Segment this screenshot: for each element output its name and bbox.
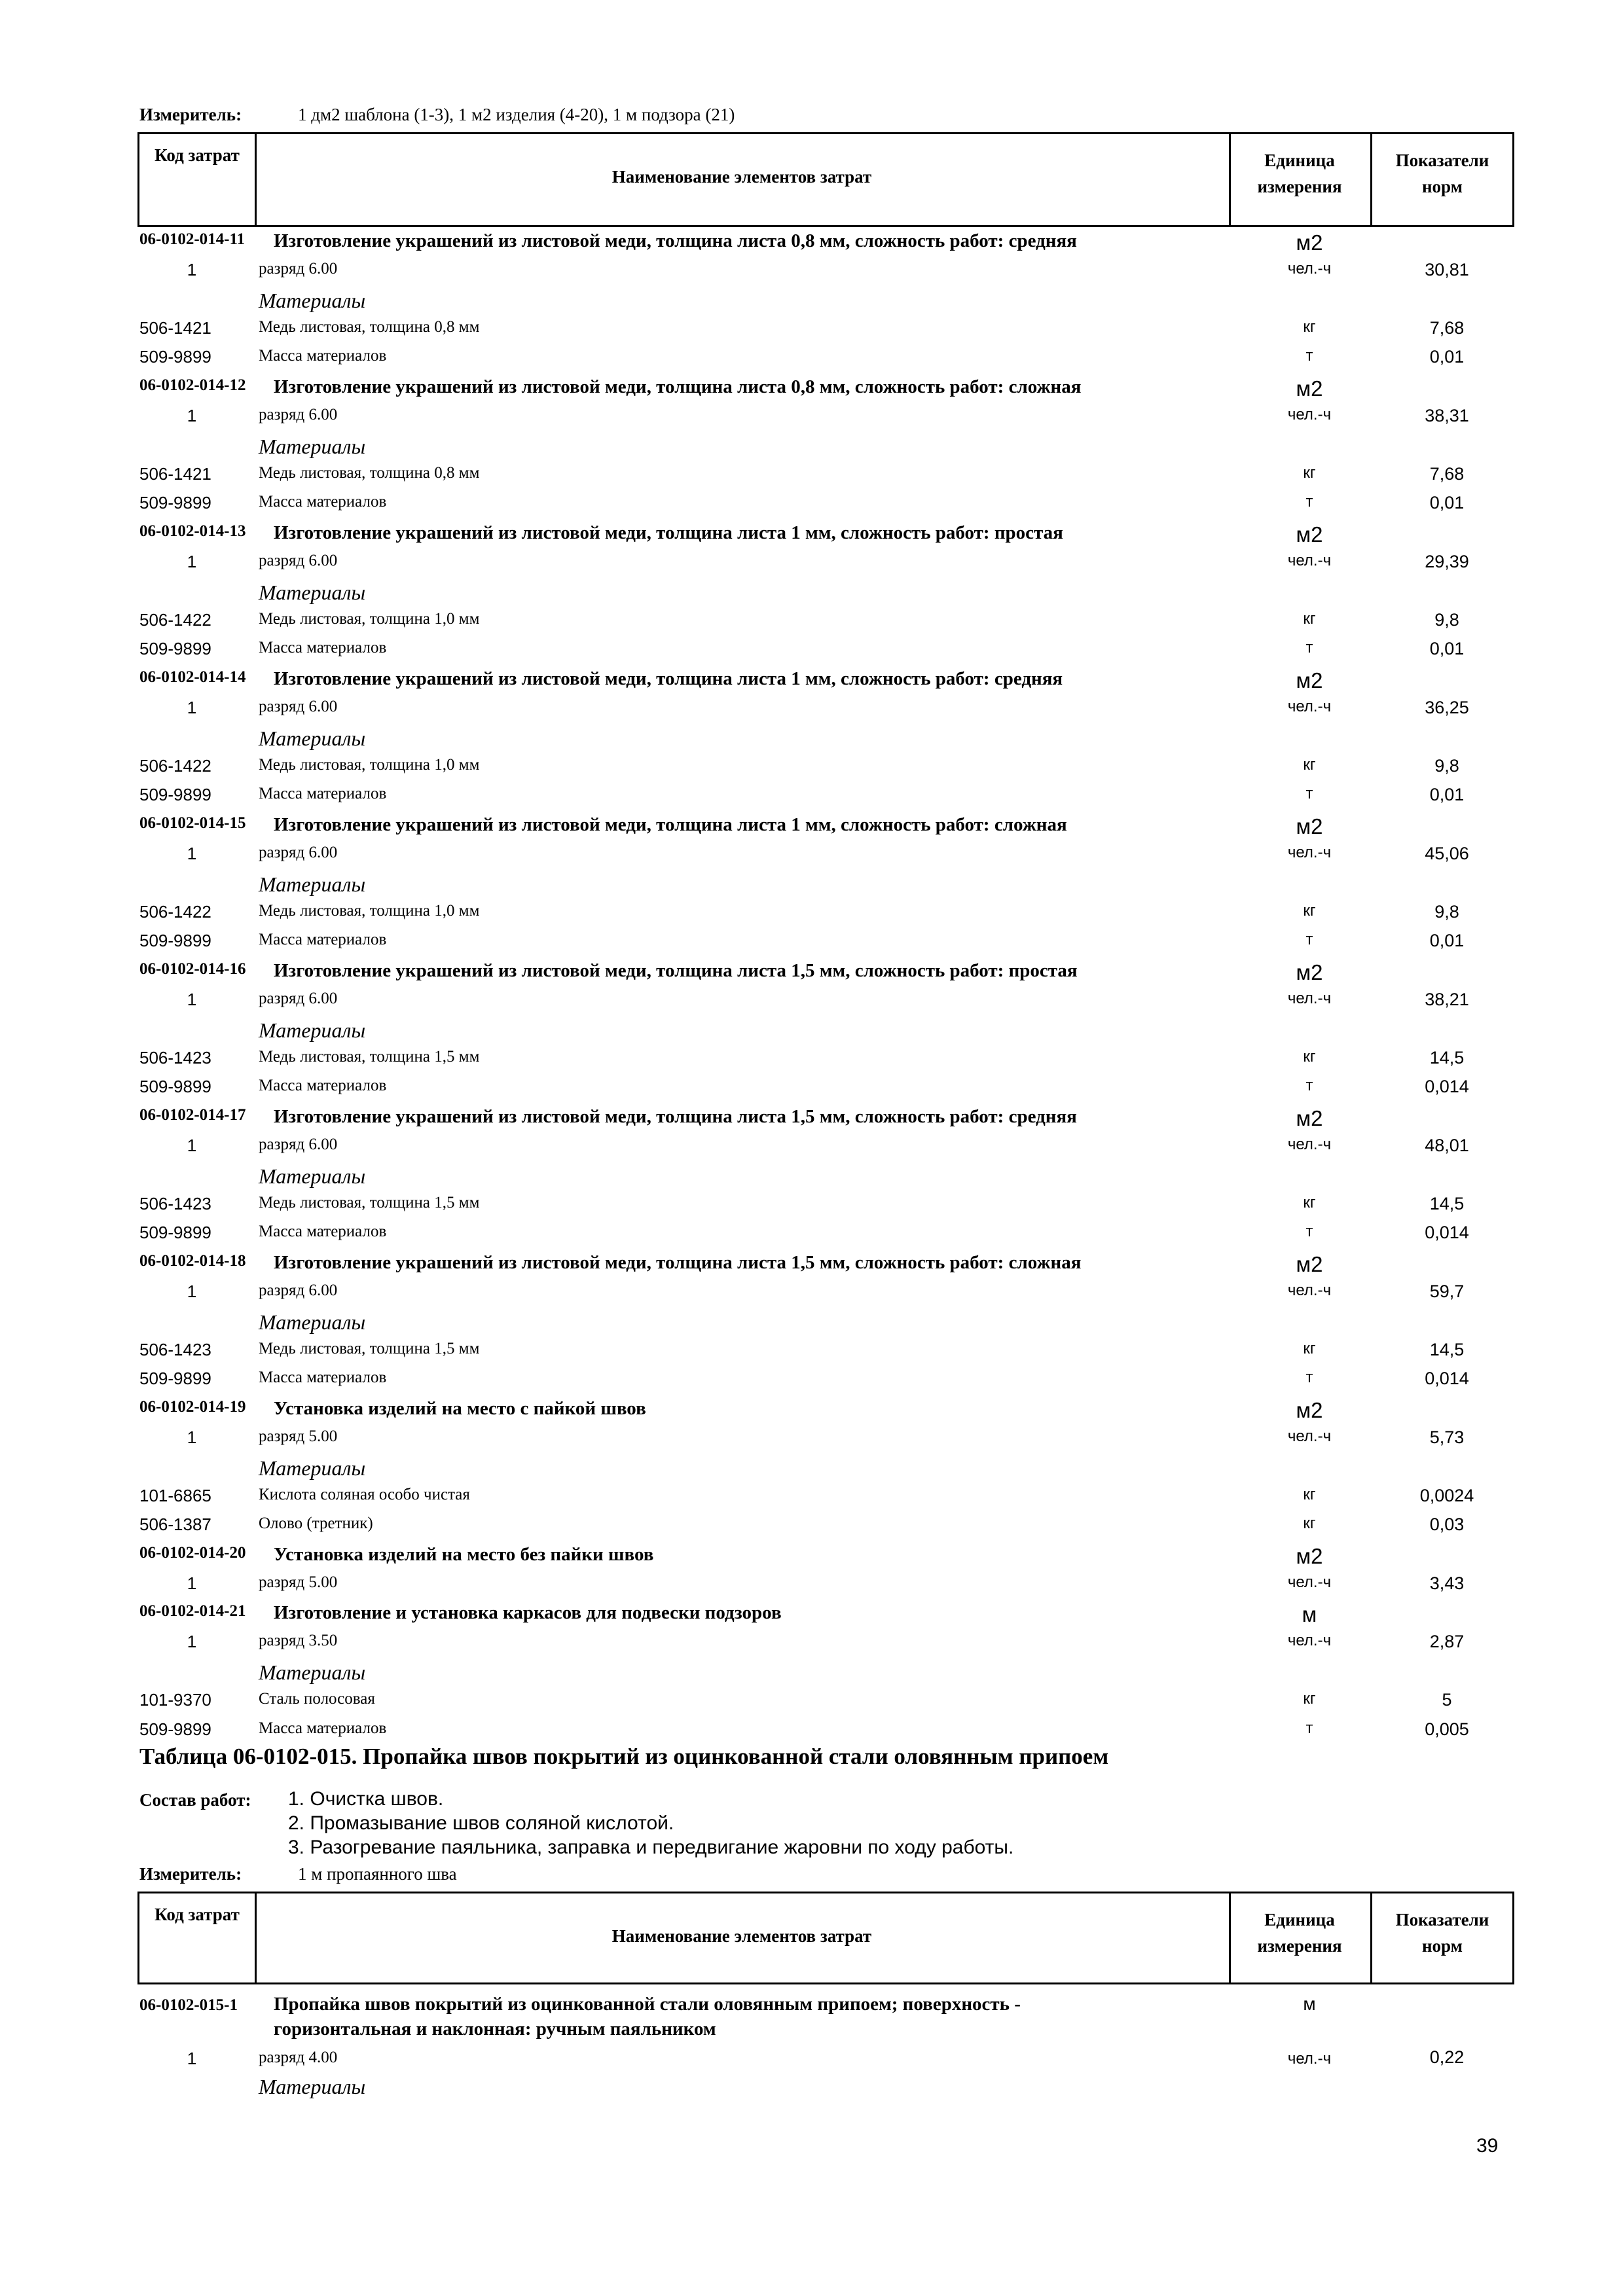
row-name: Изготовление украшений из листовой меди, толщина листа 1 мм, сложность работ: простая bbox=[274, 522, 1063, 543]
row-unit: чел.-ч bbox=[1287, 990, 1332, 1007]
row-unit: т bbox=[1305, 493, 1313, 511]
row-code: 509-9899 bbox=[139, 1223, 211, 1242]
row-code: 509-9899 bbox=[139, 1077, 211, 1096]
row-unit: кг bbox=[1303, 1340, 1316, 1357]
row-code: 506-1422 bbox=[139, 610, 211, 630]
row-unit: кг bbox=[1303, 318, 1316, 336]
table-row bbox=[0, 785, 1623, 814]
row-norm: 0,01 bbox=[1429, 493, 1465, 512]
table-row-item bbox=[0, 1544, 1623, 1573]
row-name: Олово (третник) bbox=[259, 1515, 373, 1532]
row-norm: 7,68 bbox=[1429, 318, 1465, 338]
row-name: Установка изделий на место с пайкой швов bbox=[274, 1398, 646, 1419]
header-name: Наименование элементов затрат bbox=[611, 167, 872, 187]
row-unit: кг bbox=[1303, 610, 1316, 628]
table2-labor-code: 1 bbox=[187, 2049, 197, 2068]
row-unit: т bbox=[1305, 785, 1313, 802]
row-name: Масса материалов bbox=[259, 347, 387, 365]
row-name: Масса материалов bbox=[259, 931, 387, 948]
row-unit: м2 bbox=[1296, 668, 1323, 692]
table-row bbox=[0, 1515, 1623, 1543]
table-row bbox=[0, 1223, 1623, 1251]
row-code: 509-9899 bbox=[139, 1369, 211, 1388]
row-name: Изготовление украшений из листовой меди, толщина листа 1 мм, сложность работ: средняя bbox=[274, 668, 1063, 689]
table-row bbox=[0, 1282, 1623, 1310]
row-name: разряд 6.00 bbox=[259, 698, 338, 715]
row-unit: т bbox=[1305, 1223, 1313, 1240]
meter-label: Измеритель: bbox=[139, 105, 242, 124]
table2-title: Таблица 06-0102-015. Пропайка швов покрытий из оцинкованной стали оловянным припоем bbox=[139, 1744, 1109, 1769]
row-unit: м2 bbox=[1296, 230, 1323, 255]
row-code: 1 bbox=[187, 1573, 197, 1593]
row-unit: т bbox=[1305, 1077, 1313, 1094]
table2-materials-heading: Материалы bbox=[259, 2075, 366, 2098]
row-code: 506-1422 bbox=[139, 902, 211, 922]
row-norm: 14,5 bbox=[1429, 1048, 1465, 1067]
row-code: 509-9899 bbox=[139, 1719, 211, 1739]
row-code: 1 bbox=[187, 844, 197, 863]
row-unit: чел.-ч bbox=[1287, 1632, 1332, 1649]
row-unit: м2 bbox=[1296, 1106, 1323, 1130]
row-norm: 5,73 bbox=[1429, 1427, 1465, 1447]
row-norm: 7,68 bbox=[1429, 464, 1465, 484]
row-code: 06-0102-014-19 bbox=[139, 1398, 246, 1416]
row-name: Медь листовая, толщина 0,8 мм bbox=[259, 464, 480, 482]
row-norm: 36,25 bbox=[1425, 698, 1469, 717]
table-row bbox=[0, 990, 1623, 1018]
table2-item-name-1: Пропайка швов покрытий из оцинкованной стали оловянным припоем; поверхность - bbox=[274, 1994, 1021, 2015]
row-code: 1 bbox=[187, 1427, 197, 1447]
row-unit: чел.-ч bbox=[1287, 1136, 1332, 1153]
row-code: 1 bbox=[187, 1632, 197, 1651]
row-name: Масса материалов bbox=[259, 1369, 387, 1386]
work-item-3: 3. Разогревание паяльника, заправка и передвигание жаровни по ходу работы. bbox=[288, 1837, 1014, 1858]
row-code: 1 bbox=[187, 1136, 197, 1155]
row-unit: м2 bbox=[1296, 960, 1323, 984]
row-code: 06-0102-014-13 bbox=[139, 522, 246, 540]
row-name: Изготовление украшений из листовой меди, толщина листа 0,8 мм, сложность работ: сложная bbox=[274, 376, 1082, 397]
row-norm: 0,01 bbox=[1429, 931, 1465, 950]
materials-heading: Материалы bbox=[259, 581, 366, 604]
header2-norm: Показатели норм bbox=[1395, 1910, 1489, 1956]
table-header bbox=[137, 132, 1514, 227]
row-norm: 48,01 bbox=[1425, 1136, 1469, 1155]
materials-heading-row bbox=[0, 872, 1623, 901]
materials-heading-row bbox=[0, 1310, 1623, 1339]
row-name: разряд 6.00 bbox=[259, 1136, 338, 1153]
table-row-item bbox=[0, 814, 1623, 843]
header2-code: Код затрат bbox=[155, 1905, 240, 1924]
row-unit: т bbox=[1305, 931, 1313, 948]
row-norm: 0,01 bbox=[1429, 785, 1465, 804]
row-name: Медь листовая, толщина 1,0 мм bbox=[259, 756, 480, 774]
materials-heading: Материалы bbox=[259, 435, 366, 458]
row-unit: м2 bbox=[1296, 1398, 1323, 1422]
table-row bbox=[0, 1690, 1623, 1719]
row-code: 101-9370 bbox=[139, 1690, 211, 1710]
row-norm: 59,7 bbox=[1429, 1282, 1465, 1301]
table-row bbox=[0, 1340, 1623, 1369]
row-name: Изготовление украшений из листовой меди, толщина листа 1,5 мм, сложность работ: средняя bbox=[274, 1106, 1077, 1127]
table-row-item bbox=[0, 960, 1623, 989]
materials-heading-row bbox=[0, 1018, 1623, 1047]
row-name: Сталь полосовая bbox=[259, 1690, 375, 1708]
table-row bbox=[0, 1573, 1623, 1602]
row-name: Изготовление и установка каркасов для подвески подзоров bbox=[274, 1602, 782, 1623]
table2-item-unit: м bbox=[1303, 1994, 1316, 2014]
row-code: 06-0102-014-11 bbox=[139, 230, 246, 248]
header2-unit: Единица измерения bbox=[1257, 1910, 1342, 1956]
table-row bbox=[0, 1077, 1623, 1105]
row-name: Медь листовая, толщина 1,5 мм bbox=[259, 1048, 480, 1066]
materials-heading-row bbox=[0, 1164, 1623, 1193]
row-code: 06-0102-014-12 bbox=[139, 376, 246, 394]
table-row bbox=[0, 902, 1623, 931]
work-item-1: 1. Очистка швов. bbox=[288, 1788, 444, 1810]
table-row-item bbox=[0, 1252, 1623, 1281]
table-row bbox=[0, 406, 1623, 435]
row-code: 509-9899 bbox=[139, 347, 211, 367]
row-code: 506-1421 bbox=[139, 318, 211, 338]
row-name: разряд 6.00 bbox=[259, 844, 338, 861]
row-code: 101-6865 bbox=[139, 1486, 211, 1505]
work-item-2: 2. Промазывание швов соляной кислотой. bbox=[288, 1812, 674, 1834]
row-name: Изготовление украшений из листовой меди, толщина листа 0,8 мм, сложность работ: средняя bbox=[274, 230, 1077, 251]
materials-heading-row bbox=[0, 1660, 1623, 1689]
meter2-label: Измеритель: bbox=[139, 1864, 242, 1884]
row-unit: чел.-ч bbox=[1287, 1573, 1332, 1591]
row-norm: 45,06 bbox=[1425, 844, 1469, 863]
row-norm: 9,8 bbox=[1434, 610, 1459, 630]
table-row bbox=[0, 1369, 1623, 1397]
row-name: разряд 6.00 bbox=[259, 990, 338, 1007]
header-unit: Единица измерения bbox=[1257, 151, 1342, 196]
row-unit: кг bbox=[1303, 1194, 1316, 1211]
row-name: разряд 6.00 bbox=[259, 406, 338, 423]
row-code: 506-1421 bbox=[139, 464, 211, 484]
row-code: 1 bbox=[187, 990, 197, 1009]
row-name: Изготовление украшений из листовой меди, толщина листа 1,5 мм, сложность работ: простая bbox=[274, 960, 1078, 981]
table2-labor-unit: чел.-ч bbox=[1287, 2050, 1332, 2068]
row-unit: чел.-ч bbox=[1287, 406, 1332, 423]
row-norm: 9,8 bbox=[1434, 756, 1459, 776]
row-unit: м2 bbox=[1296, 376, 1323, 401]
table-row bbox=[0, 552, 1623, 581]
row-norm: 5 bbox=[1442, 1690, 1452, 1710]
row-name: Изготовление украшений из листовой меди, толщина листа 1,5 мм, сложность работ: сложная bbox=[274, 1252, 1082, 1273]
materials-heading: Материалы bbox=[259, 726, 366, 750]
row-norm: 0,005 bbox=[1425, 1719, 1469, 1739]
row-norm: 38,31 bbox=[1425, 406, 1469, 425]
table-row-item bbox=[0, 668, 1623, 697]
table2-item-code: 06-0102-015-1 bbox=[139, 1996, 238, 2014]
table-row bbox=[0, 698, 1623, 726]
table-row bbox=[0, 1136, 1623, 1164]
row-name: Масса материалов bbox=[259, 1077, 387, 1094]
table-row bbox=[0, 1194, 1623, 1223]
work-list bbox=[288, 1787, 1013, 1859]
row-unit: т bbox=[1305, 639, 1313, 656]
row-name: разряд 3.50 bbox=[259, 1632, 338, 1649]
row-unit: чел.-ч bbox=[1287, 698, 1332, 715]
table-row bbox=[0, 756, 1623, 785]
row-name: разряд 5.00 bbox=[259, 1573, 338, 1591]
materials-heading: Материалы bbox=[259, 1310, 366, 1334]
row-name: Масса материалов bbox=[259, 1223, 387, 1240]
table-row bbox=[0, 1632, 1623, 1660]
row-code: 1 bbox=[187, 260, 197, 279]
row-unit: чел.-ч bbox=[1287, 260, 1332, 278]
row-norm: 38,21 bbox=[1425, 990, 1469, 1009]
row-name: Медь листовая, толщина 1,0 мм bbox=[259, 902, 480, 920]
table-row-item bbox=[0, 1398, 1623, 1427]
meter-value: 1 дм2 шаблона (1-3), 1 м2 изделия (4-20), 1 м подзора (21) bbox=[298, 105, 735, 124]
table-row bbox=[0, 347, 1623, 376]
table-row bbox=[0, 318, 1623, 347]
materials-heading: Материалы bbox=[259, 1164, 366, 1188]
meter2-value: 1 м пропаянного шва bbox=[298, 1864, 457, 1884]
row-unit: кг bbox=[1303, 902, 1316, 920]
table-row bbox=[0, 493, 1623, 522]
row-unit: кг bbox=[1303, 756, 1316, 774]
row-code: 06-0102-014-14 bbox=[139, 668, 246, 686]
row-unit: м2 bbox=[1296, 522, 1323, 547]
row-norm: 29,39 bbox=[1425, 552, 1469, 571]
row-code: 506-1387 bbox=[139, 1515, 211, 1534]
row-norm: 0,0024 bbox=[1419, 1486, 1474, 1505]
row-unit: кг bbox=[1303, 1515, 1316, 1532]
table-row-item bbox=[0, 230, 1623, 259]
row-code: 509-9899 bbox=[139, 785, 211, 804]
table2-labor-norm: 0,22 bbox=[1429, 2047, 1465, 2067]
row-name: Медь листовая, толщина 0,8 мм bbox=[259, 318, 480, 336]
table-row-item bbox=[0, 1602, 1623, 1631]
row-code: 06-0102-014-15 bbox=[139, 814, 246, 832]
row-code: 06-0102-014-16 bbox=[139, 960, 246, 978]
materials-heading: Материалы bbox=[259, 872, 366, 896]
row-norm: 14,5 bbox=[1429, 1340, 1465, 1359]
row-unit: м2 bbox=[1296, 1544, 1323, 1568]
row-code: 1 bbox=[187, 406, 197, 425]
header2-name: Наименование элементов затрат bbox=[611, 1926, 872, 1946]
row-code: 1 bbox=[187, 552, 197, 571]
table-row bbox=[0, 260, 1623, 289]
table-row bbox=[0, 931, 1623, 960]
row-name: разряд 6.00 bbox=[259, 552, 338, 569]
row-norm: 0,03 bbox=[1429, 1515, 1465, 1534]
materials-heading-row bbox=[0, 289, 1623, 317]
table-row-item bbox=[0, 522, 1623, 551]
row-code: 1 bbox=[187, 1282, 197, 1301]
materials-heading: Материалы bbox=[259, 289, 366, 312]
row-unit: т bbox=[1305, 1369, 1313, 1386]
row-name: Медь листовая, толщина 1,5 мм bbox=[259, 1340, 480, 1357]
row-name: Масса материалов bbox=[259, 1719, 387, 1737]
materials-heading: Материалы bbox=[259, 1660, 366, 1684]
row-unit: кг bbox=[1303, 1690, 1316, 1708]
row-name: Кислота соляная особо чистая bbox=[259, 1486, 470, 1503]
page-number: 39 bbox=[1476, 2135, 1499, 2157]
row-unit: т bbox=[1305, 1719, 1313, 1737]
materials-heading-row bbox=[0, 435, 1623, 463]
row-norm: 0,014 bbox=[1425, 1223, 1469, 1242]
table-row bbox=[0, 1486, 1623, 1515]
row-norm: 30,81 bbox=[1425, 260, 1469, 279]
row-code: 509-9899 bbox=[139, 931, 211, 950]
table-row bbox=[0, 464, 1623, 493]
row-name: Масса материалов bbox=[259, 493, 387, 511]
row-name: Масса материалов bbox=[259, 785, 387, 802]
row-code: 506-1422 bbox=[139, 756, 211, 776]
table2-item-name-2: горизонтальная и наклонная: ручным паяльником bbox=[274, 2018, 716, 2039]
table2-labor-name: разряд 4.00 bbox=[259, 2049, 338, 2066]
row-code: 06-0102-014-18 bbox=[139, 1252, 246, 1270]
row-unit: кг bbox=[1303, 1486, 1316, 1503]
row-name: разряд 5.00 bbox=[259, 1427, 338, 1445]
table-row bbox=[0, 1048, 1623, 1077]
table-row bbox=[0, 1427, 1623, 1456]
row-name: Медь листовая, толщина 1,0 мм bbox=[259, 610, 480, 628]
row-norm: 14,5 bbox=[1429, 1194, 1465, 1213]
row-code: 06-0102-014-21 bbox=[139, 1602, 246, 1620]
row-norm: 2,87 bbox=[1429, 1632, 1465, 1651]
row-name: разряд 6.00 bbox=[259, 260, 338, 278]
row-name: Медь листовая, толщина 1,5 мм bbox=[259, 1194, 480, 1211]
materials-heading-row bbox=[0, 726, 1623, 755]
table-row bbox=[0, 639, 1623, 668]
row-unit: чел.-ч bbox=[1287, 1282, 1332, 1299]
materials-heading-row bbox=[0, 1456, 1623, 1485]
row-code: 06-0102-014-20 bbox=[139, 1544, 246, 1562]
header-code: Код затрат bbox=[155, 145, 240, 165]
header-norm: Показатели норм bbox=[1395, 151, 1489, 196]
row-norm: 0,014 bbox=[1425, 1077, 1469, 1096]
row-unit: м2 bbox=[1296, 1252, 1323, 1276]
row-unit: м2 bbox=[1296, 814, 1323, 838]
row-name: разряд 6.00 bbox=[259, 1282, 338, 1299]
table-row bbox=[0, 610, 1623, 639]
materials-heading: Материалы bbox=[259, 1018, 366, 1042]
row-name: Изготовление украшений из листовой меди, толщина листа 1 мм, сложность работ: сложная bbox=[274, 814, 1067, 835]
row-norm: 0,014 bbox=[1425, 1369, 1469, 1388]
row-name: Масса материалов bbox=[259, 639, 387, 656]
row-code: 506-1423 bbox=[139, 1194, 211, 1213]
row-code: 506-1423 bbox=[139, 1340, 211, 1359]
row-unit: чел.-ч bbox=[1287, 1427, 1332, 1445]
row-code: 06-0102-014-17 bbox=[139, 1106, 246, 1124]
row-name: Установка изделий на место без пайки швов bbox=[274, 1544, 654, 1565]
row-norm: 9,8 bbox=[1434, 902, 1459, 922]
table2-header bbox=[137, 1892, 1514, 1984]
row-code: 509-9899 bbox=[139, 493, 211, 512]
materials-heading-row bbox=[0, 581, 1623, 609]
row-norm: 0,01 bbox=[1429, 639, 1465, 658]
row-norm: 3,43 bbox=[1429, 1573, 1465, 1593]
row-code: 506-1423 bbox=[139, 1048, 211, 1067]
row-unit: чел.-ч bbox=[1287, 844, 1332, 861]
row-code: 1 bbox=[187, 698, 197, 717]
row-norm: 0,01 bbox=[1429, 347, 1465, 367]
row-unit: кг bbox=[1303, 464, 1316, 482]
row-unit: т bbox=[1305, 347, 1313, 365]
materials-heading: Материалы bbox=[259, 1456, 366, 1480]
work-label: Состав работ: bbox=[139, 1790, 251, 1810]
row-unit: кг bbox=[1303, 1048, 1316, 1066]
table-row-item bbox=[0, 1106, 1623, 1135]
row-unit: м bbox=[1302, 1602, 1317, 1626]
table-row bbox=[0, 844, 1623, 872]
row-code: 509-9899 bbox=[139, 639, 211, 658]
table-row-item bbox=[0, 376, 1623, 405]
row-unit: чел.-ч bbox=[1287, 552, 1332, 569]
